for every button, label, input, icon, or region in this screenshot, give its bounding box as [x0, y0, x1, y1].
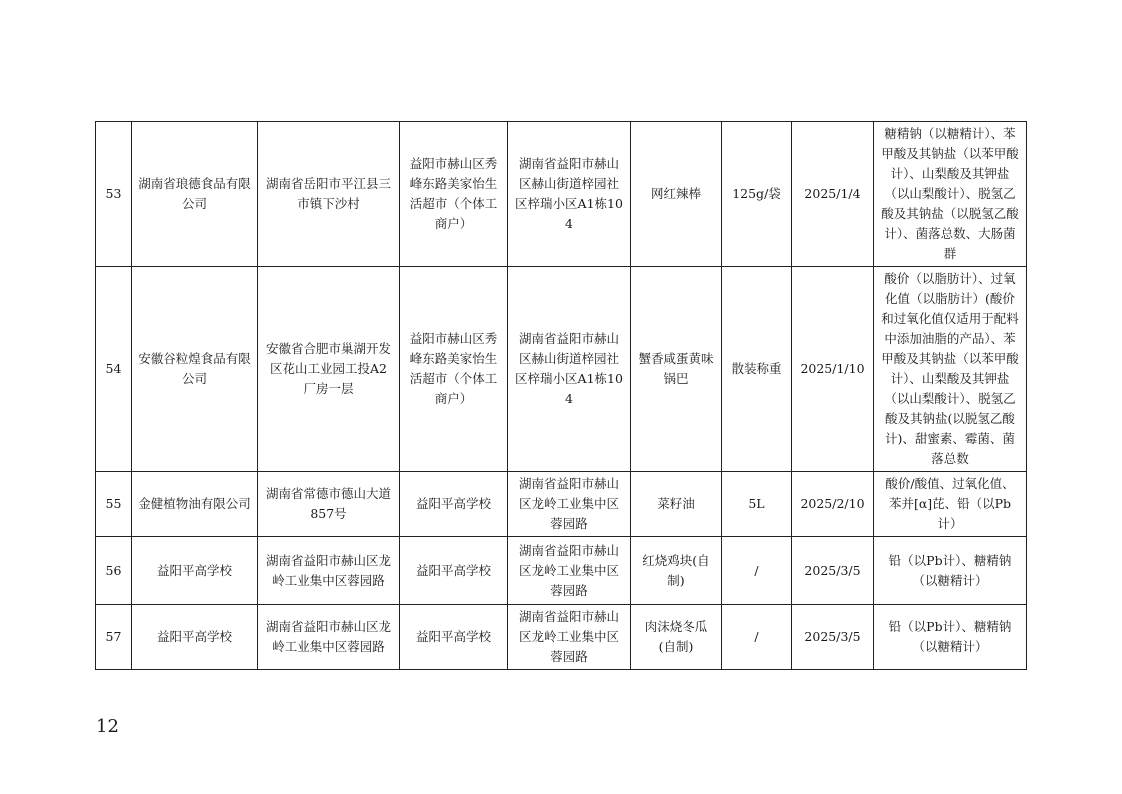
test-items: 铅（以Pb计）、糖精钠（以糖精计）: [874, 605, 1027, 670]
product-name: 蟹香咸蛋黄味锅巴: [631, 267, 722, 472]
manufacturer-name: 益阳平高学校: [132, 605, 258, 670]
manufacturer-address: 湖南省岳阳市平江县三市镇下沙村: [258, 122, 400, 267]
manufacturer-name: 湖南省琅德食品有限公司: [132, 122, 258, 267]
table-row: [96, 122, 1027, 267]
table-row: [96, 267, 1027, 472]
manufacturer-name: 安徽谷粒煌食品有限公司: [132, 267, 258, 472]
manufacturer-name: 金健植物油有限公司: [132, 472, 258, 537]
seller-name: 益阳市赫山区秀峰东路美家怡生活超市（个体工商户）: [400, 267, 508, 472]
table-row: [96, 537, 1027, 605]
production-date: 2025/3/5: [792, 537, 874, 605]
manufacturer-address: 湖南省益阳市赫山区龙岭工业集中区蓉园路: [258, 605, 400, 670]
row-number: 53: [96, 122, 132, 267]
product-spec: 散装称重: [722, 267, 792, 472]
production-date: 2025/1/4: [792, 122, 874, 267]
test-items: 铅（以Pb计）、糖精钠（以糖精计）: [874, 537, 1027, 605]
seller-address: 湖南省益阳市赫山区赫山街道梓园社区梓瑞小区A1栋104: [508, 122, 631, 267]
product-spec: 5L: [722, 472, 792, 537]
seller-name: 益阳平高学校: [400, 605, 508, 670]
seller-name: 益阳平高学校: [400, 472, 508, 537]
row-number: 56: [96, 537, 132, 605]
test-items: 糖精钠（以糖精计）、苯甲酸及其钠盐（以苯甲酸计）、山梨酸及其钾盐（以山梨酸计）、脱氢乙酸及其钠盐（以脱氢乙酸计）、菌落总数、大肠菌群: [874, 122, 1027, 267]
seller-address: 湖南省益阳市赫山区赫山街道梓园社区梓瑞小区A1栋104: [508, 267, 631, 472]
product-spec: 125g/袋: [722, 122, 792, 267]
product-name: 网红辣棒: [631, 122, 722, 267]
product-spec: /: [722, 537, 792, 605]
production-date: 2025/1/10: [792, 267, 874, 472]
test-items: 酸价/酸值、过氧化值、苯并[α]芘、铅（以Pb计）: [874, 472, 1027, 537]
row-number: 54: [96, 267, 132, 472]
inspection-table: [95, 121, 1027, 670]
manufacturer-address: 湖南省益阳市赫山区龙岭工业集中区蓉园路: [258, 537, 400, 605]
row-number: 57: [96, 605, 132, 670]
product-name: 菜籽油: [631, 472, 722, 537]
production-date: 2025/3/5: [792, 605, 874, 670]
seller-address: 湖南省益阳市赫山区龙岭工业集中区蓉园路: [508, 537, 631, 605]
production-date: 2025/2/10: [792, 472, 874, 537]
table-row: [96, 472, 1027, 537]
product-name: 肉沫烧冬瓜(自制): [631, 605, 722, 670]
row-number: 55: [96, 472, 132, 537]
product-name: 红烧鸡块(自制): [631, 537, 722, 605]
product-spec: /: [722, 605, 792, 670]
seller-address: 湖南省益阳市赫山区龙岭工业集中区蓉园路: [508, 605, 631, 670]
page-number: 12: [96, 716, 119, 737]
manufacturer-address: 湖南省常德市德山大道857号: [258, 472, 400, 537]
table-row: [96, 605, 1027, 670]
manufacturer-name: 益阳平高学校: [132, 537, 258, 605]
seller-address: 湖南省益阳市赫山区龙岭工业集中区蓉园路: [508, 472, 631, 537]
seller-name: 益阳市赫山区秀峰东路美家怡生活超市（个体工商户）: [400, 122, 508, 267]
test-items: 酸价（以脂肪计）、过氧化值（以脂肪计）(酸价和过氧化值仅适用于配料中添加油脂的产品）、苯甲酸及其钠盐（以苯甲酸计）、山梨酸及其钾盐（以山梨酸计）、脱氢乙酸及其钠盐(以脱氢乙酸计)、甜蜜素、霉菌、菌落总数: [874, 267, 1027, 472]
seller-name: 益阳平高学校: [400, 537, 508, 605]
manufacturer-address: 安徽省合肥市巢湖开发区花山工业园工投A2厂房一层: [258, 267, 400, 472]
